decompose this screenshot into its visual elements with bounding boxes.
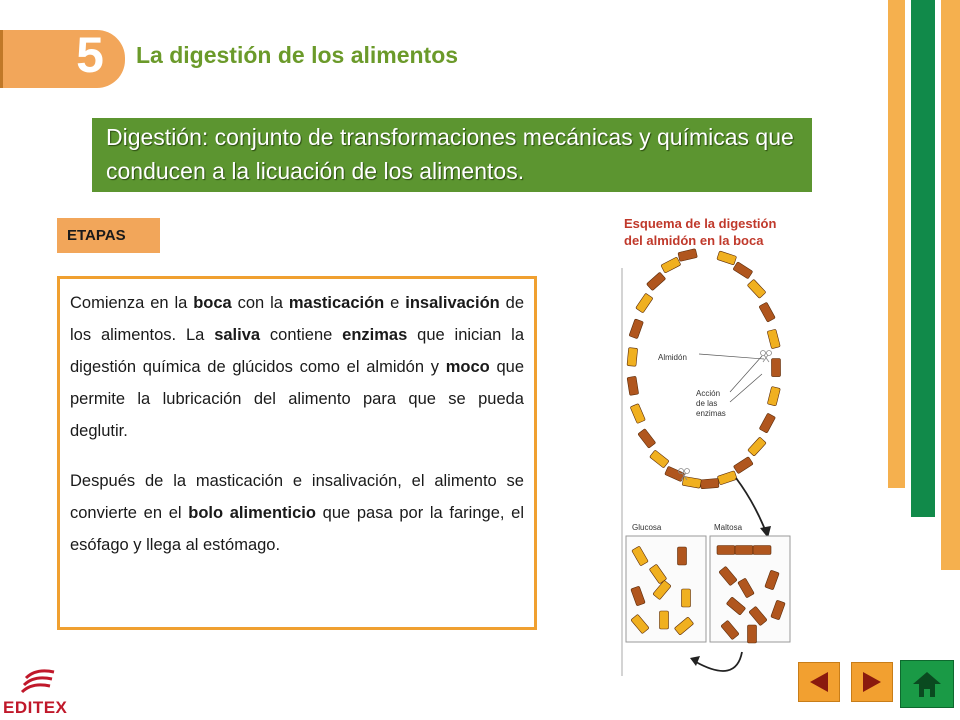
sugar-molecule (759, 302, 776, 322)
starch-chain (627, 249, 781, 489)
sugar-molecule (660, 611, 669, 629)
sugar-molecule (627, 348, 638, 367)
sugar-molecule (767, 329, 780, 349)
sugar-molecule (747, 279, 766, 298)
chapter-tab-edge (0, 30, 3, 88)
text-run: Después de la masticación e insalivación, el alimento se convierte en el (70, 472, 524, 522)
decor-stripe-orange-1 (888, 0, 905, 488)
arrow-back (696, 652, 742, 671)
sugar-molecule (629, 319, 644, 339)
sugar-molecule (682, 589, 691, 607)
bold-term: saliva (214, 326, 261, 344)
arrow-back-head (690, 656, 700, 666)
sugar-molecule (682, 476, 701, 488)
almidon-pointer (699, 354, 764, 359)
sugar-molecule (646, 272, 665, 291)
starch-digestion-diagram (596, 206, 832, 686)
sugar-molecule (733, 457, 753, 474)
paragraph-1 (70, 287, 524, 447)
sugar-molecule (717, 546, 735, 555)
prev-button[interactable] (798, 662, 840, 702)
sugar-molecule (627, 376, 639, 395)
bold-term: boca (193, 294, 232, 312)
text-run: contiene (260, 326, 343, 344)
sugar-molecule (649, 450, 669, 468)
next-button[interactable] (851, 662, 893, 702)
triangle-right-icon (859, 669, 885, 695)
text-run: que permite la lubricación del alimento para que se pueda deglutir. (70, 358, 525, 440)
sugar-molecule (759, 413, 775, 433)
text-run: que inician la digestión química de glúcidos como el almidón y (70, 326, 524, 376)
label-maltosa: Maltosa (714, 523, 743, 532)
sugar-molecule (767, 386, 780, 406)
diagram-title-line1: Esquema de la digestión (624, 216, 777, 231)
sugar-molecule (678, 249, 698, 262)
sugar-molecule (638, 429, 656, 449)
sugar-molecule (661, 257, 681, 273)
page-title: La digestión de los alimentos (136, 42, 459, 68)
sugar-molecule (735, 546, 753, 555)
bold-term: masticación (288, 294, 385, 312)
sugar-molecule (717, 471, 737, 485)
sugar-molecule (636, 293, 654, 313)
sugar-molecule (700, 478, 719, 488)
bold-term: enzimas (342, 326, 408, 344)
sugar-molecule (771, 359, 780, 377)
definition-box (92, 118, 812, 192)
label-glucosa: Glucosa (632, 523, 662, 532)
text-run: e (384, 294, 406, 312)
stages-text-box (57, 276, 537, 630)
accion-pointer-1 (730, 356, 762, 392)
editex-logo-text: EDITEX (3, 698, 68, 717)
bold-term: bolo alimenticio (188, 504, 316, 522)
sugar-molecule (753, 546, 771, 555)
chapter-number: 5 (76, 27, 104, 83)
sugar-molecule (748, 437, 767, 456)
sugar-molecule (748, 625, 757, 643)
text-run: con la (231, 294, 289, 312)
bold-term: insalivación (405, 294, 500, 312)
text-run: Comienza en la (70, 294, 194, 312)
sugar-molecule (717, 251, 737, 265)
text-run: que pasa por la faringe, el esófago y llega al estómago. (70, 504, 524, 554)
label-accion-3: enzimas (696, 409, 726, 418)
decor-stripe-orange-2 (941, 0, 960, 570)
bold-term: moco (445, 358, 490, 376)
label-accion-1: Acción (696, 389, 721, 398)
home-icon (910, 669, 944, 699)
section-label: ETAPAS (57, 218, 160, 253)
triangle-left-icon (806, 669, 832, 695)
sugar-molecule (678, 547, 687, 565)
label-accion-2: de las (696, 399, 718, 408)
definition-text: Digestión: conjunto de transformaciones mecánicas y químicas que conducen a la licuación de los alimentos. (106, 124, 794, 184)
home-button[interactable] (900, 660, 954, 708)
decor-stripe-green (911, 0, 935, 517)
label-almidon: Almidón (658, 353, 687, 362)
sugar-molecule (733, 262, 753, 279)
text-run: de los alimentos. La (70, 294, 524, 344)
accion-pointer-2 (730, 374, 762, 402)
paragraph-2 (70, 465, 524, 561)
sugar-molecule (630, 403, 645, 423)
diagram-title-line2: del almidón en la boca (624, 233, 764, 248)
